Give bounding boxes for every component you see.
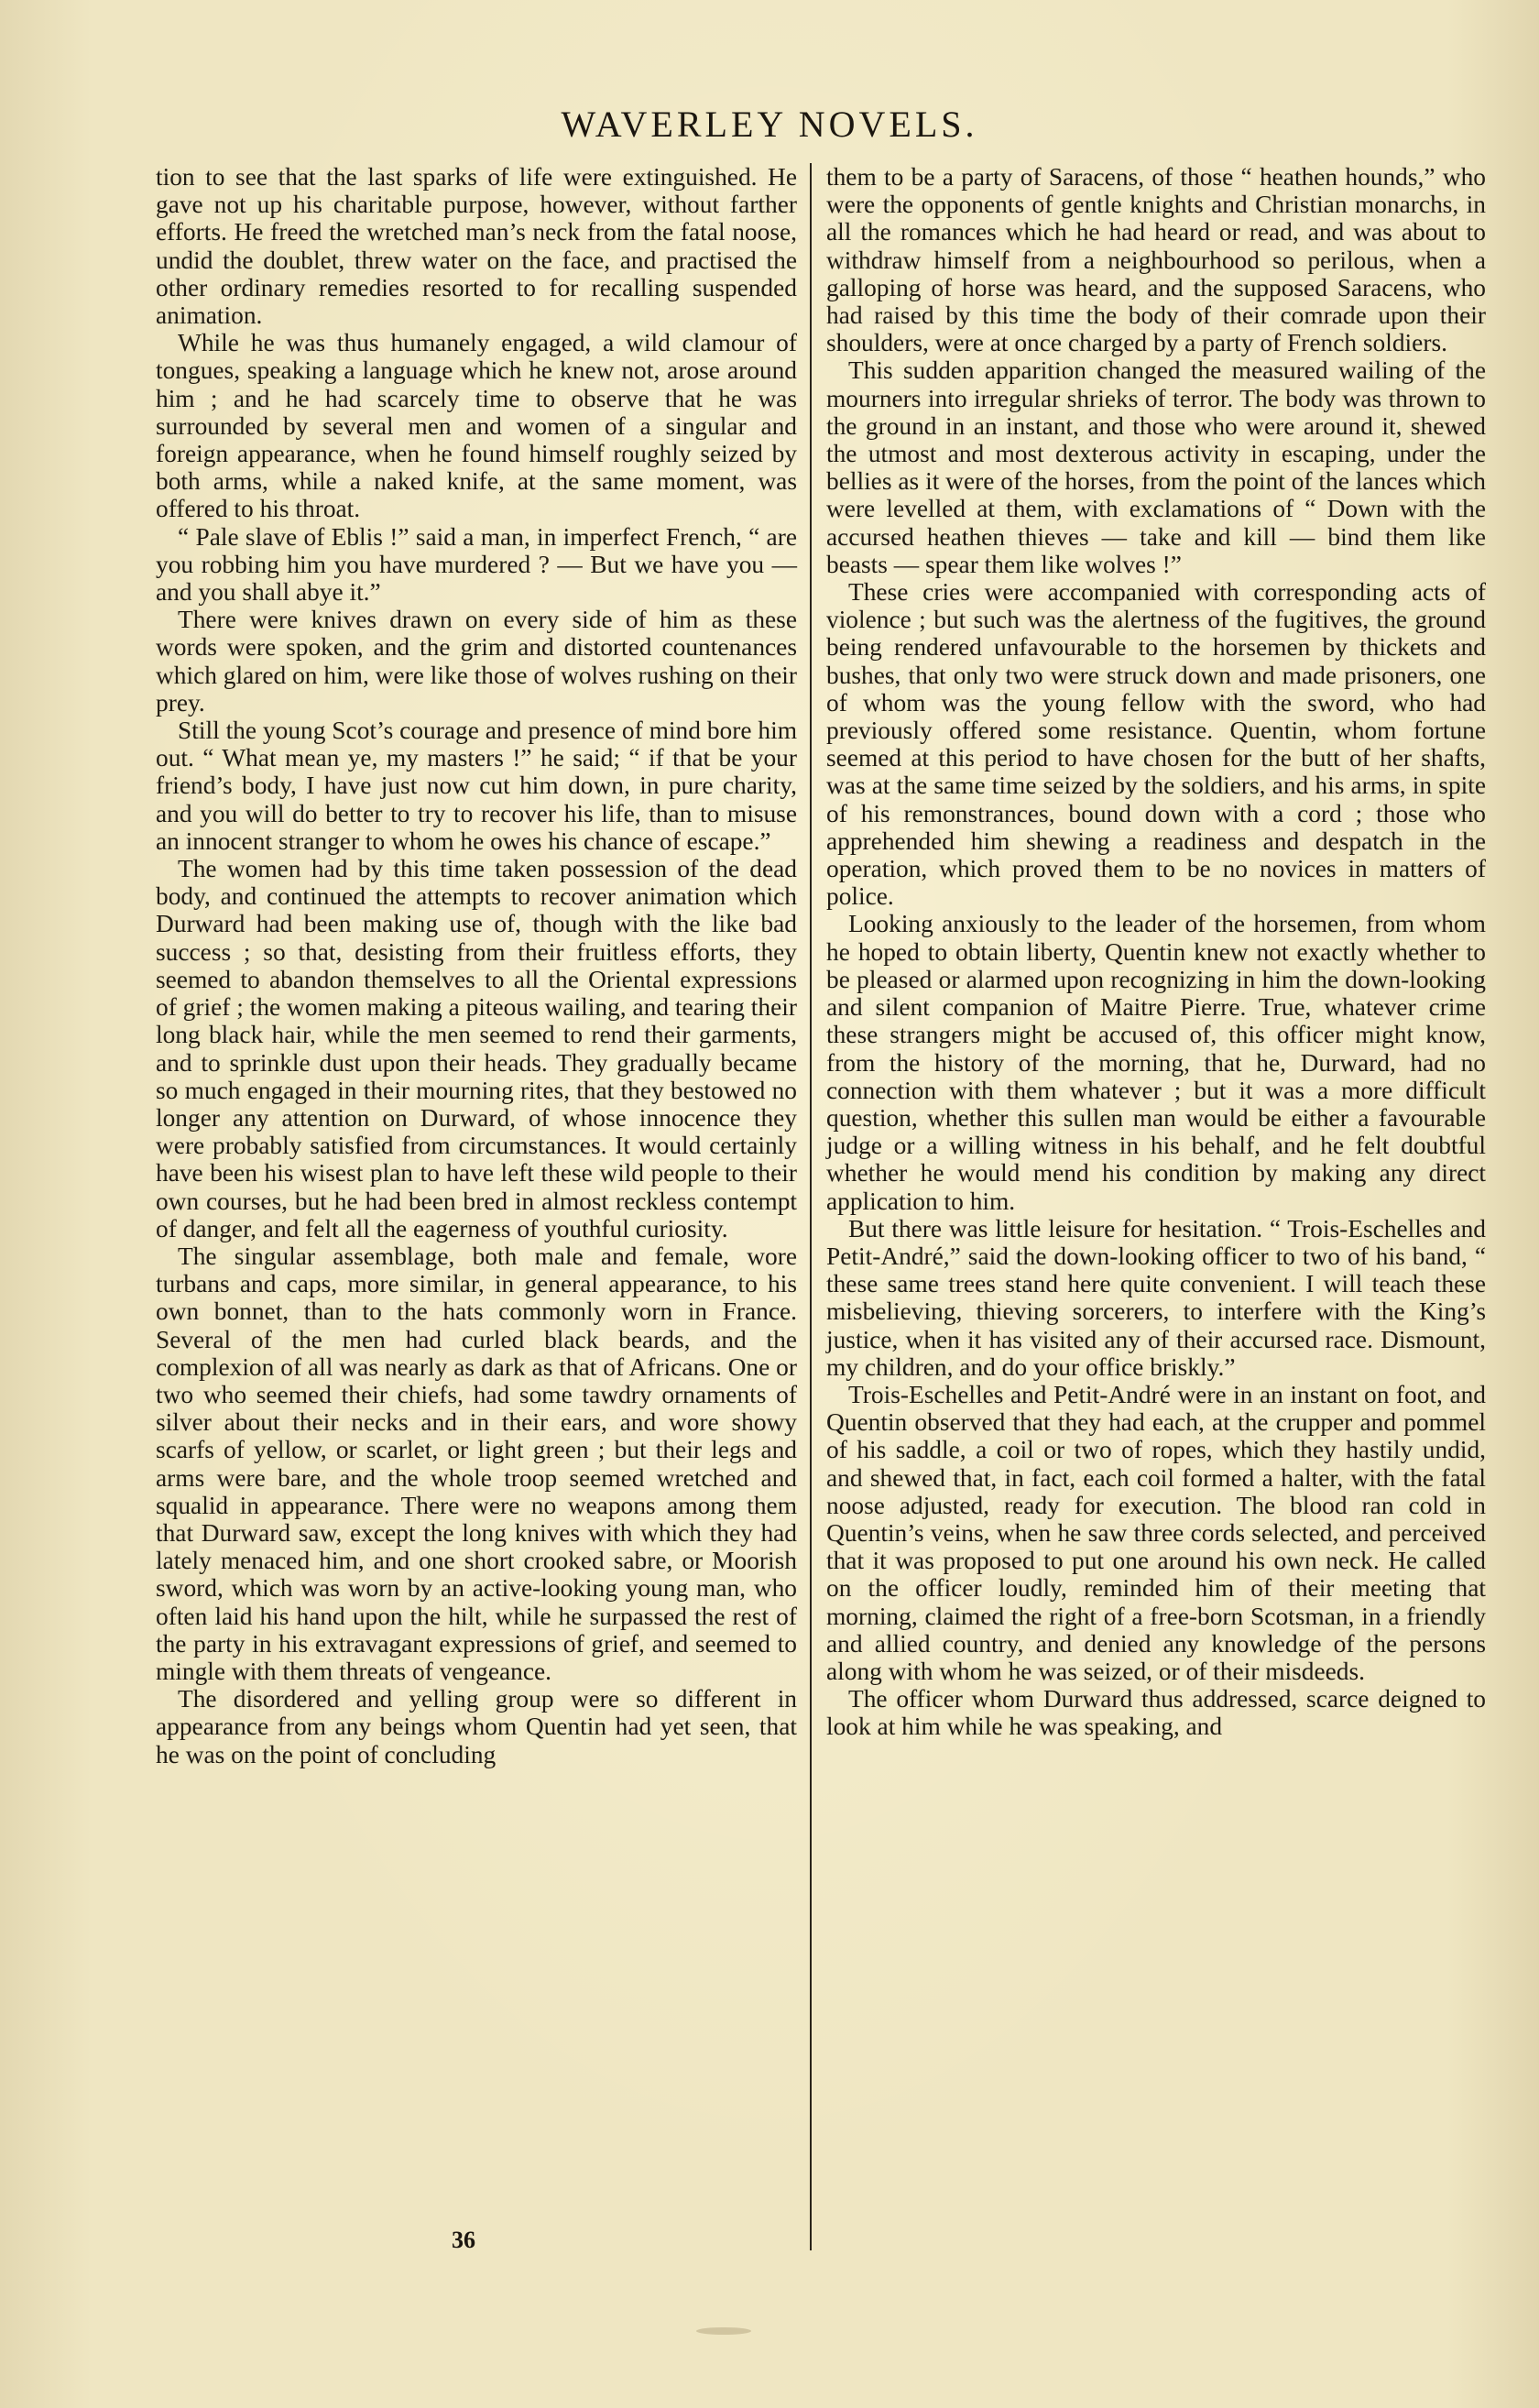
left-column <box>156 163 797 1768</box>
column-rule <box>810 163 812 2250</box>
paragraph: The disordered and yelling group were so different in appearance from any beings whom Quentin had yet seen, that he was on the point of concluding <box>156 1685 797 1768</box>
paragraph: The women had by this time taken possession of the dead body, and continued the attempts to recover animation which Durward had been making use of, though with the like bad success ; so that, desisting from their fruitless efforts, they seemed to abandon themselves to all the Oriental expressions of grief ; the women making a piteous wailing, and tearing their long black hair, while the men seemed to rend their garments, and to sprinkle dust upon their heads. They gradually became so much engaged in their mourning rites, that they bestowed no longer any attention on Durward, of whose innocence they were probably satisfied from circumstances. It would certainly have been his wisest plan to have left these wild people to their own courses, but he had been bred in almost reckless contempt of danger, and felt all the eagerness of youthful curiosity. <box>156 855 797 1242</box>
paragraph: While he was thus humanely engaged, a wild clamour of tongues, speaking a language which he knew not, arose around him ; and he had scarcely time to observe that he was surrounded by several men and women of a singular and foreign appearance, when he found himself roughly seized by both arms, while a naked knife, at the same moment, was offered to his throat. <box>156 329 797 523</box>
paragraph: “ Pale slave of Eblis !” said a man, in imperfect French, “ are you robbing him you have murdered ? — But we have you — and you shall abye it.” <box>156 522 797 607</box>
paragraph: tion to see that the last sparks of life were extinguished. He gave not up his charitable purpose, however, without farther efforts. He freed the wretched man’s neck from the fatal noose, undid the doublet, threw water on the face, and practised the other ordinary remedies resorted to for recalling suspended animation. <box>156 163 797 330</box>
paragraph: Looking anxiously to the leader of the horsemen, from whom he hoped to obtain liberty, Quentin knew not exactly whether to be pleased or alarmed upon recognizing in him the down-looking and silent companion of Maitre Pierre. True, whatever crime these strangers might be accused of, this officer might know, from the history of the morning, that he, Durward, had no connection with them whatever ; but it was a more difficult question, whether this sullen man would be either a favourable judge or a willing witness in his behalf, and he felt doubtful whether he would mend his condition by making any direct application to him. <box>826 910 1486 1215</box>
paragraph: There were knives drawn on every side of him as these words were spoken, and the grim and distorted countenances which glared on him, were like those of wolves rushing on their prey. <box>156 606 797 717</box>
paragraph: The singular assemblage, both male and female, wore turbans and caps, more similar, in general appearance, to his own bonnet, than to the hats commonly worn in France. Several of the men had curled black beards, and the complexion of all was nearly as dark as that of Africans. One or two who seemed their chiefs, had some tawdry ornaments of silver about their necks and in their ears, and wore showy scarfs of yellow, or scarlet, or light green ; but their legs and arms were bare, and the whole troop seemed wretched and squalid in appearance. There were no weapons among them that Durward saw, except the long knives with which they had lately menaced him, and one short crooked sabre, or Moorish sword, which was worn by an active-looking young man, who often laid his hand upon the hilt, while he surpassed the rest of the party in his extravagant expressions of grief, and seemed to mingle with them threats of vengeance. <box>156 1242 797 1685</box>
paragraph: Trois-Eschelles and Petit-André were in an instant on foot, and Quentin observed that they had each, at the crupper and pommel of his saddle, a coil or two of ropes, which they hastily undid, and shewed that, in fact, each coil formed a halter, with the fatal noose adjusted, ready for execution. The blood ran cold in Quentin’s veins, when he saw three cords selected, and perceived that it was proposed to put one around his own neck. He called on the officer loudly, reminded him of their meeting that morning, claimed the right of a free-born Scotsman, in a friendly and allied country, and denied any knowledge of the persons along with whom he was seized, or of their misdeeds. <box>826 1380 1486 1685</box>
paragraph: These cries were accompanied with corresponding acts of violence ; but such was the alertness of the fugitives, the ground being rendered unfavourable to the horsemen by thickets and bushes, that only two were struck down and made prisoners, one of whom was the young fellow with the sword, who had previously offered some resistance. Quentin, whom fortune seemed at this period to have chosen for the butt of her shafts, was at the same time seized by the soldiers, and his arms, in spite of his remonstrances, bound down with a cord ; those who apprehended him shewing a readiness and despatch in the operation, which proved them to be no novices in matters of police. <box>826 578 1486 911</box>
running-head: WAVERLEY NOVELS. <box>561 104 978 145</box>
paragraph: But there was little leisure for hesitation. “ Trois-Eschelles and Petit-André,” said the down-looking officer to two of his band, “ these same trees stand here quite convenient. I will teach these misbelieving, thieving sorcerers, to interfere with the King’s justice, when it has visited any of their accursed race. Dismount, my children, and do your office briskly.” <box>826 1214 1486 1381</box>
right-column <box>826 163 1486 1741</box>
paragraph: The officer whom Durward thus addressed, scarce deigned to look at him while he was speaking, and <box>826 1685 1486 1741</box>
paragraph: them to be a party of Saracens, of those “ heathen hounds,” who were the opponents of gentle knights and Christian monarchs, in all the romances which he had heard or read, and was about to withdraw himself from a neighbourhood so perilous, when a galloping of horse was heard, and the supposed Saracens, who had raised by this time the body of their comrade upon their shoulders, were at once charged by a party of French soldiers. <box>826 163 1486 357</box>
paragraph: Still the young Scot’s courage and presence of mind bore him out. “ What mean ye, my masters !” he said; “ if that be your friend’s body, I have just now cut him down, in pure charity, and you will do better to try to recover his life, than to misuse an innocent stranger to whom he owes his chance of escape.” <box>156 717 797 855</box>
paper-smudge <box>696 2327 751 2335</box>
paragraph: This sudden apparition changed the measured wailing of the mourners into irregular shrieks of terror. The body was thrown to the ground in an instant, and those who were around it, shewed the utmost and most dexterous activity in escaping, under the bellies as it were of the horses, from the point of the lances which were levelled at them, with exclamations of “ Down with the accursed heathen thieves — take and kill — bind them like beasts — spear them like wolves !” <box>826 356 1486 578</box>
page-number: 36 <box>452 2227 475 2253</box>
